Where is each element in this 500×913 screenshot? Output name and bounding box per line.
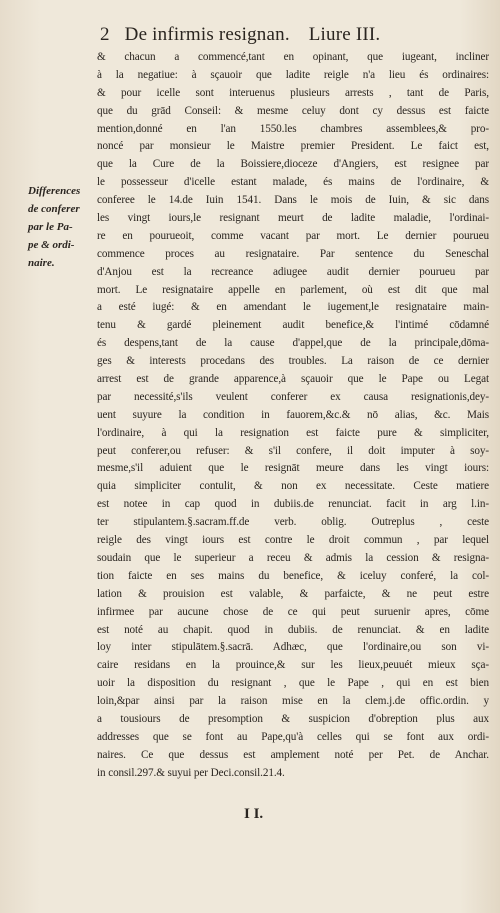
text-line: in consil.297.& suyui per Deci.consil.21.4. bbox=[97, 766, 285, 779]
text-line: lation & prouision est valable, & parfaicte, & ne peut estre bbox=[97, 587, 489, 600]
text-line: est noté au chapit. quod in dubiis. de renunciat. & en ladite bbox=[97, 623, 489, 636]
text-line: addresses que se font au Pape,qu'à celles qui se font aux ordi- bbox=[97, 730, 489, 743]
text-line: naires. Ce que dessus est amplement noté per Pet. de Anchar. bbox=[97, 748, 489, 761]
body-text bbox=[97, 49, 489, 783]
running-title: De infirmis resignan. bbox=[124, 24, 290, 45]
text-line: peut conferer,ou refuser: & s'il confere, il doit imputer à soy- bbox=[97, 444, 489, 457]
text-line: tenu & gardé pleinement audit benefice,& l'intimé cōdamné bbox=[97, 319, 489, 332]
text-line: reigle des vingt iours est contre le droit commun , par lequel bbox=[97, 534, 489, 547]
text-line: le possesseur d'icelle estant malade, és mains de l'ordinaire, & bbox=[97, 176, 489, 189]
text-line: a esté iugé: & en amendant le iugement,le resignataire main- bbox=[97, 301, 489, 314]
text-line: infirmee par aucune chose de ce qui peut suruenir apres, cōme bbox=[97, 605, 489, 618]
signature-mark: I I. bbox=[244, 806, 264, 822]
text-line: que du grād Conseil: & mesme celuy dont cy dessus est faicte bbox=[97, 104, 489, 117]
text-line: és despens,tant de la cause d'appel,que de la principale,dōma- bbox=[97, 337, 489, 350]
margin-note-line: par le Pa- bbox=[28, 221, 73, 233]
text-line: par necessité,s'ils veulent conferer ex causa resignationis,dey- bbox=[97, 390, 489, 403]
text-line: & chacun a commencé,tant en opinant, que iugeant, incliner bbox=[97, 51, 489, 63]
text-line: ges & interests procedans des troubles. La raison de ce dernier bbox=[97, 355, 489, 368]
text-line: caire residans en la prouince,& sur les lieux,peuuét mieux sça- bbox=[97, 659, 489, 672]
text-line: l'ordinaire, à qui la resignation est faicte pure & simpliciter, bbox=[97, 426, 489, 439]
text-line: mention,donné en l'an 1550.les chambres assemblees,& pro- bbox=[97, 122, 489, 135]
margin-note-line: Differences bbox=[28, 185, 81, 197]
text-line: commence proces au resignataire. Par sentence du Seneschal bbox=[97, 247, 489, 260]
text-line: les vingt iours,le resignant meurt de ladite maladie, l'ordinai- bbox=[97, 212, 489, 225]
text-line: mesme,s'il aduient que le resignāt meure dans les vingt iours: bbox=[97, 462, 489, 475]
text-line: mort. Le resignataire appelle en parlement, où est dit que mal bbox=[97, 283, 489, 296]
margin-note-line: de conferer bbox=[28, 203, 80, 215]
text-line: est notee in cap quod in dubiis.de renunciat. facit in arg l.in- bbox=[97, 498, 489, 511]
text-line: a tousiours de presomption & suspicion d'obreption plus aux bbox=[97, 712, 489, 725]
text-line: uent suyure la condition in fauorem,&c.& nō alias, &c. Mais bbox=[97, 408, 489, 421]
text-line: tion faicte en ses mains du benefice, & iceluy conferé, la col- bbox=[97, 569, 489, 582]
text-line: que la Cure de la Boissiere,dioceze d'Angiers, est resignee par bbox=[97, 158, 489, 171]
text-line: quia simpliciter contulit, & non ex necessitate. Ceste matiere bbox=[97, 480, 489, 493]
book-label: Liure III. bbox=[308, 24, 381, 45]
text-line: conferee le 14.de Iuin 1541. Dans le mois de Iuin, & sic dans bbox=[97, 194, 489, 207]
text-line: loin,&par ainsi par la raison mise en la clem.j.de offic.ordin. y bbox=[97, 695, 489, 708]
margin-note-line: naire. bbox=[28, 257, 55, 269]
text-line: loy inter stipulātem.§.sacrā. Adhæc, que l'ordinaire,ou son vi- bbox=[97, 641, 489, 654]
text-line: arrest est de grande apparence,à sçauoir que le Pape ou Legat bbox=[97, 373, 489, 386]
text-line: re en pourueoit, comme vacant par mort. Le dernier pourueu bbox=[97, 229, 489, 242]
text-line: noncé par monsieur le Maistre premier President. Le faict est, bbox=[97, 140, 489, 153]
text-line: d'Anjou est la recreance adiugee audit dernier pourueu par bbox=[97, 265, 489, 278]
text-line: soudain que le superieur a receu & admis la cession & resigna- bbox=[97, 551, 489, 564]
page-number: 2 bbox=[100, 24, 110, 45]
running-header bbox=[100, 24, 490, 46]
text-line: uoir la disposition du resignant , que le Pape , qui en est bien bbox=[97, 677, 489, 690]
text-line: à la negatiue: à sçauoir que ladite reigle n'a lieu és ordinaires: bbox=[97, 68, 489, 81]
margin-note-line: pe & ordi- bbox=[28, 239, 75, 251]
text-line: & pour icelle sont interuenus plusieurs arrests , tant de Paris, bbox=[97, 86, 489, 99]
text-line: ter stipulantem.§.sacram.ff.de verb. oblig. Outreplus , ceste bbox=[97, 516, 489, 529]
margin-note bbox=[28, 182, 94, 272]
